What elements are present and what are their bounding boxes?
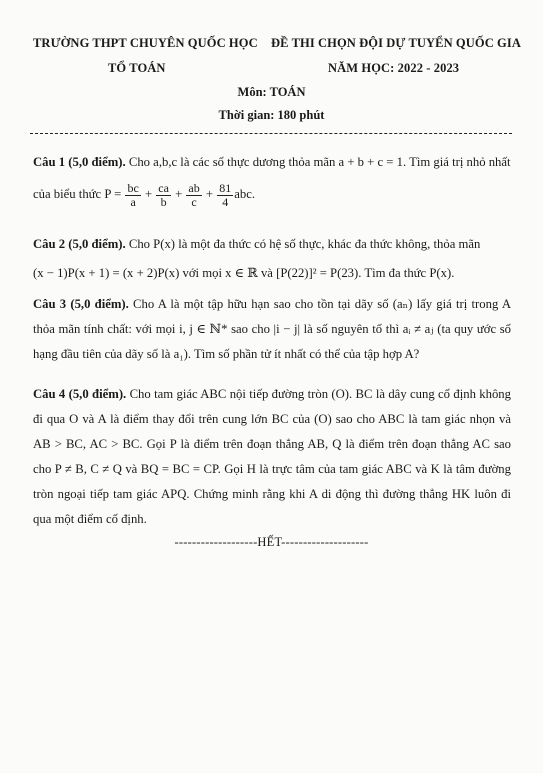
question-1: [33, 150, 511, 209]
question-1-line-1: [33, 150, 511, 175]
end-marker: -------------------HẾT--------------------: [174, 535, 369, 549]
duration: Thời gian: 180 phút: [218, 108, 325, 122]
question-1-tail: abc.: [234, 187, 256, 201]
question-3-text: Cho A là một tập hữu hạn sao cho tồn tại dãy số (aₙ) lấy giá trị trong A thỏa mãn tính chất: với mọi i, j ∈ ℕ* sao cho |i − j| là số nguyên tố thì aᵢ ≠ aⱼ (ta quy ước số hạng đầu tiên của dãy số là a₁). Tìm số phần tử ít nhất có thể của tập hợp A?: [33, 297, 511, 361]
question-1-text-a: Cho a,b,c là các số thực dương thỏa mãn a + b + c = 1. Tìm giá trị nhỏ nhất: [125, 155, 511, 169]
school-name: TRƯỜNG THPT CHUYÊN QUỐC HỌC: [33, 36, 258, 50]
question-4-text: Cho tam giác ABC nội tiếp đường tròn (O). BC là dây cung cố định không đi qua O và A là điểm thay đổi trên cung lớn BC của (O) sao cho ABC là tam giác nhọn và AB > BC, AC > BC. Gọi P là điểm trên đoạn thẳng AB, Q là điểm trên đoạn thẳng AC sao cho P ≠ B, C ≠ Q và BQ = BC = CP. Gọi H là trực tâm của tam giác ABC và K là tâm đường tròn ngoại tiếp tam giác APQ. Chứng minh rằng khi A di động thì đường thẳng HK luôn đi qua một điểm cố định.: [33, 387, 511, 526]
question-1-label: Câu 1 (5,0 điểm).: [33, 155, 126, 169]
question-4-label: Câu 4 (5,0 điểm).: [33, 387, 127, 401]
fraction-1: $\frac{bc}{a}$: [127, 180, 139, 209]
school-year: NĂM HỌC: 2022 - 2023: [328, 61, 460, 75]
fraction-4: $\frac{81}{4}$: [219, 180, 232, 209]
question-4: [33, 382, 511, 532]
question-2-text-a: Cho P(x) là một đa thức có hệ số thực, khác đa thức không, thỏa mãn: [125, 237, 481, 251]
department-name: TỔ TOÁN: [108, 61, 166, 75]
question-3: [33, 292, 511, 367]
question-2: [33, 232, 511, 286]
question-1-text-b: của biểu thức P =: [33, 187, 125, 201]
question-3-label: Câu 3 (5,0 điểm).: [33, 297, 129, 311]
question-2-line-1: [33, 232, 511, 257]
question-2-text-b: (x − 1)P(x + 1) = (x + 2)P(x) với mọi x ∈ ℝ và [P(22)]² = P(23). Tìm đa thức P(x).: [33, 266, 455, 280]
fraction-3: $\frac{ab}{c}$: [188, 180, 200, 209]
question-2-label: Câu 2 (5,0 điểm).: [33, 237, 126, 251]
subject: Môn: TOÁN: [237, 85, 306, 99]
divider: [30, 133, 512, 134]
question-2-line-2: [33, 261, 511, 286]
exam-title: ĐỀ THI CHỌN ĐỘI DỰ TUYỂN QUỐC GIA: [271, 36, 521, 50]
fraction-2: $\frac{ca}{b}$: [158, 180, 169, 209]
question-1-line-2: của biểu thức P = $\frac{bc}{a}$ + $\frac{ca}{b}$ + $\frac{ab}{c}$ + $\frac{81}{4}$ abc.: [33, 180, 256, 209]
